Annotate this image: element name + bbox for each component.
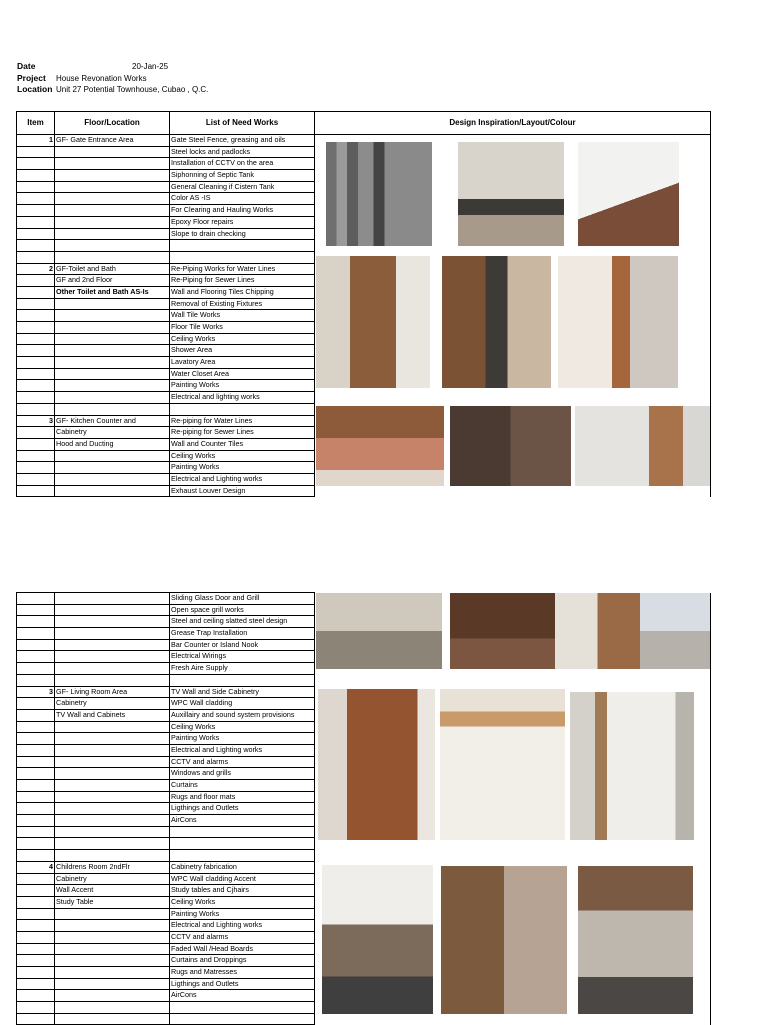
work-item-cell: Wall Tile Works: [170, 310, 315, 322]
item-number-cell: [17, 380, 55, 392]
item-number-cell: [17, 815, 55, 827]
item-number-cell: [17, 1002, 55, 1014]
floor-location-cell: Other Toilet and Bath AS-Is: [55, 286, 170, 298]
floor-location-cell: [55, 721, 170, 733]
floor-location-cell: [55, 380, 170, 392]
item-number-cell: 1: [17, 135, 55, 147]
item-number-cell: [17, 733, 55, 745]
floor-location-cell: [55, 228, 170, 240]
floor-location-cell: [55, 298, 170, 310]
floor-location-cell: [55, 931, 170, 943]
kids-room-photo-3: [578, 866, 693, 1014]
work-item-cell: [170, 1002, 315, 1014]
work-item-cell: Ceiling Works: [170, 450, 315, 462]
floor-location-cell: [55, 978, 170, 990]
work-item-cell: Painting Works: [170, 380, 315, 392]
item-number-cell: [17, 146, 55, 158]
garage-interior-photo: [458, 142, 564, 246]
floor-location-cell: [55, 803, 170, 815]
floor-location-cell: GF- Gate Entrance Area: [55, 135, 170, 147]
floor-location-cell: [55, 181, 170, 193]
floor-location-cell: Cabinetry: [55, 427, 170, 439]
floor-location-cell: Study Table: [55, 896, 170, 908]
work-item-cell: Color AS -IS: [170, 193, 315, 205]
item-number-cell: [17, 473, 55, 485]
col-works-header: List of Need Works: [170, 112, 315, 135]
work-item-cell: Electrical and Lighting works: [170, 744, 315, 756]
work-item-cell: CCTV and alarms: [170, 931, 315, 943]
floor-location-cell: [55, 967, 170, 979]
work-item-cell: Floor Tile Works: [170, 322, 315, 334]
item-number-cell: [17, 931, 55, 943]
item-number-cell: [17, 427, 55, 439]
dining-photo: [450, 593, 555, 669]
work-item-cell: Gate Steel Fence, greasing and oils: [170, 135, 315, 147]
floor-location-cell: [55, 838, 170, 850]
item-number-cell: 2: [17, 263, 55, 275]
table-row: [17, 674, 711, 686]
item-number-cell: [17, 955, 55, 967]
floor-location-cell: [55, 473, 170, 485]
project-value: House Revonation Works: [56, 74, 147, 83]
floor-location-cell: [55, 674, 170, 686]
item-number-cell: [17, 310, 55, 322]
work-item-cell: Study tables and Cjhairs: [170, 885, 315, 897]
item-number-cell: [17, 181, 55, 193]
floor-location-cell: Cabinetry: [55, 873, 170, 885]
col-item-header: Item: [17, 112, 55, 135]
work-item-cell: Ceiling Works: [170, 896, 315, 908]
floor-location-cell: [55, 815, 170, 827]
item-number-cell: [17, 333, 55, 345]
tv-wall-photo-3: [570, 692, 694, 840]
item-number-cell: [17, 943, 55, 955]
item-number-cell: [17, 616, 55, 628]
work-item-cell: Faded Wall /Head Boards: [170, 943, 315, 955]
item-number-cell: [17, 485, 55, 497]
item-number-cell: [17, 873, 55, 885]
floor-location-cell: [55, 593, 170, 605]
floor-location-cell: [55, 450, 170, 462]
floor-location-cell: [55, 158, 170, 170]
work-item-cell: Ceiling Works: [170, 333, 315, 345]
work-item-cell: Sliding Glass Door and Grill: [170, 593, 315, 605]
item-number-cell: [17, 593, 55, 605]
item-number-cell: [17, 170, 55, 182]
work-item-cell: Painting Works: [170, 733, 315, 745]
floor-location-cell: Cabinetry: [55, 698, 170, 710]
date-label: Date: [17, 61, 36, 71]
floor-location-cell: [55, 251, 170, 263]
floor-location-cell: [55, 955, 170, 967]
work-item-cell: Re-Piping for Sewer Lines: [170, 275, 315, 287]
item-number-cell: [17, 286, 55, 298]
work-item-cell: Electrical and Lighting works: [170, 920, 315, 932]
work-item-cell: [170, 674, 315, 686]
floor-location-cell: [55, 322, 170, 334]
item-number-cell: [17, 298, 55, 310]
floor-location-cell: [55, 990, 170, 1002]
work-item-cell: Water Closet Area: [170, 368, 315, 380]
kitchen-photo-2: [450, 406, 571, 486]
floor-location-cell: [55, 791, 170, 803]
floor-location-cell: [55, 616, 170, 628]
work-item-cell: [170, 403, 315, 415]
location-label: Location: [17, 84, 53, 94]
item-number-cell: [17, 978, 55, 990]
work-item-cell: Rugs and Matresses: [170, 967, 315, 979]
item-number-cell: [17, 158, 55, 170]
item-number-cell: [17, 639, 55, 651]
floor-location-cell: [55, 651, 170, 663]
tv-wall-photo-2: [440, 689, 565, 840]
item-number-cell: [17, 709, 55, 721]
col-floor-header: Floor/Location: [55, 112, 170, 135]
table-header-row: [17, 112, 711, 135]
item-number-cell: [17, 240, 55, 252]
location-value: Unit 27 Potential Townhouse, Cubao , Q.C.: [56, 85, 209, 94]
floor-location-cell: [55, 639, 170, 651]
work-item-cell: AirCons: [170, 815, 315, 827]
gate-fence-photo: [326, 142, 432, 246]
item-number-cell: [17, 674, 55, 686]
floor-location-cell: Childrens Room 2ndFlr: [55, 861, 170, 873]
bathroom-photo-2: [442, 256, 551, 388]
work-item-cell: Shower Area: [170, 345, 315, 357]
work-item-cell: Installation of CCTV on the area: [170, 158, 315, 170]
bathroom-photo-3: [558, 256, 678, 388]
work-item-cell: [170, 826, 315, 838]
floor-location-cell: [55, 850, 170, 862]
item-number-cell: [17, 628, 55, 640]
item-number-cell: 4: [17, 861, 55, 873]
floor-location-cell: GF- Kitchen Counter and: [55, 415, 170, 427]
work-item-cell: Epoxy Floor repairs: [170, 216, 315, 228]
work-item-cell: [170, 838, 315, 850]
work-item-cell: Bar Counter or Island Nook: [170, 639, 315, 651]
floor-location-cell: [55, 193, 170, 205]
sofa-room-photo: [640, 593, 710, 669]
floor-location-cell: [55, 403, 170, 415]
item-number-cell: [17, 1013, 55, 1025]
work-item-cell: Windows and grills: [170, 768, 315, 780]
work-item-cell: Cabinetry fabrication: [170, 861, 315, 873]
floor-location-cell: [55, 733, 170, 745]
work-item-cell: Fresh Aire Supply: [170, 663, 315, 675]
floor-location-cell: GF- Living Room Area: [55, 686, 170, 698]
item-number-cell: [17, 345, 55, 357]
work-item-cell: Lavatory Area: [170, 357, 315, 369]
work-item-cell: AirCons: [170, 990, 315, 1002]
item-number-cell: [17, 322, 55, 334]
work-item-cell: [170, 1013, 315, 1025]
open-space-photo: [555, 593, 640, 669]
work-item-cell: WPC Wall cladding: [170, 698, 315, 710]
tv-wall-photo-1: [318, 689, 435, 840]
floor-location-cell: [55, 1002, 170, 1014]
work-item-cell: Re-Piping Works for Water Lines: [170, 263, 315, 275]
work-item-cell: Steel and ceiling slatted steel design: [170, 616, 315, 628]
item-number-cell: [17, 721, 55, 733]
work-item-cell: [170, 251, 315, 263]
item-number-cell: [17, 604, 55, 616]
item-number-cell: [17, 744, 55, 756]
item-number-cell: [17, 803, 55, 815]
floor-location-cell: [55, 240, 170, 252]
table-row: [17, 1013, 711, 1025]
bathroom-photo-1: [316, 256, 430, 388]
item-number-cell: [17, 768, 55, 780]
item-number-cell: [17, 357, 55, 369]
table-row: [17, 392, 711, 404]
work-item-cell: Steel locks and padlocks: [170, 146, 315, 158]
kids-room-photo-1: [322, 865, 433, 1014]
item-number-cell: [17, 368, 55, 380]
work-item-cell: Open space grill works: [170, 604, 315, 616]
work-item-cell: Painting Works: [170, 908, 315, 920]
kitchen-photo-1: [316, 406, 444, 486]
item-number-cell: [17, 275, 55, 287]
floor-location-cell: [55, 170, 170, 182]
floor-location-cell: [55, 826, 170, 838]
floor-location-cell: [55, 485, 170, 497]
floor-location-cell: [55, 628, 170, 640]
item-number-cell: [17, 838, 55, 850]
item-number-cell: [17, 651, 55, 663]
floor-location-cell: [55, 357, 170, 369]
design-cell: [315, 850, 711, 862]
floor-location-cell: [55, 943, 170, 955]
work-item-cell: Ceiling Works: [170, 721, 315, 733]
floor-location-cell: [55, 310, 170, 322]
date-value: 20-Jan-25: [132, 62, 169, 71]
item-number-cell: [17, 791, 55, 803]
item-number-cell: [17, 698, 55, 710]
item-number-cell: [17, 251, 55, 263]
floor-location-cell: [55, 744, 170, 756]
item-number-cell: [17, 850, 55, 862]
floor-location-cell: GF-Toilet and Bath: [55, 263, 170, 275]
table-row: [17, 850, 711, 862]
item-number-cell: [17, 967, 55, 979]
item-number-cell: [17, 826, 55, 838]
item-number-cell: 3: [17, 686, 55, 698]
design-cell: [315, 392, 711, 404]
cctv-camera-photo: [578, 142, 679, 246]
work-item-cell: Ligthings and Outlets: [170, 978, 315, 990]
floor-location-cell: [55, 768, 170, 780]
work-item-cell: Curtains and Droppings: [170, 955, 315, 967]
item-number-cell: [17, 438, 55, 450]
work-item-cell: Re-piping for Water Lines: [170, 415, 315, 427]
work-item-cell: Electrical and Lighting works: [170, 473, 315, 485]
floor-location-cell: [55, 780, 170, 792]
work-item-cell: Auxillairy and sound system provisions: [170, 709, 315, 721]
work-item-cell: WPC Wall cladding Accent: [170, 873, 315, 885]
floor-location-cell: TV Wall and Cabinets: [55, 709, 170, 721]
floor-location-cell: [55, 345, 170, 357]
floor-location-cell: [55, 663, 170, 675]
item-number-cell: [17, 920, 55, 932]
kitchen-photo-3: [575, 406, 710, 486]
floor-location-cell: Hood and Ducting: [55, 438, 170, 450]
floor-location-cell: [55, 205, 170, 217]
floor-location-cell: [55, 604, 170, 616]
table-row: [17, 485, 711, 497]
living-room-photo-1: [316, 593, 442, 669]
work-item-cell: TV Wall and Side Cabinetry: [170, 686, 315, 698]
work-item-cell: For Clearing and Hauling Works: [170, 205, 315, 217]
work-item-cell: Ligthings and Outlets: [170, 803, 315, 815]
floor-location-cell: [55, 908, 170, 920]
design-cell: [315, 674, 711, 686]
work-item-cell: Slope to drain checking: [170, 228, 315, 240]
work-item-cell: Siphonning of Septic Tank: [170, 170, 315, 182]
kids-room-photo-2: [441, 866, 567, 1014]
item-number-cell: [17, 756, 55, 768]
work-item-cell: Electrical and lighting works: [170, 392, 315, 404]
floor-location-cell: [55, 1013, 170, 1025]
floor-location-cell: [55, 920, 170, 932]
item-number-cell: [17, 990, 55, 1002]
work-item-cell: [170, 850, 315, 862]
floor-location-cell: [55, 333, 170, 345]
floor-location-cell: [55, 392, 170, 404]
work-item-cell: Wall and Counter Tiles: [170, 438, 315, 450]
item-number-cell: [17, 462, 55, 474]
item-number-cell: [17, 205, 55, 217]
floor-location-cell: [55, 462, 170, 474]
work-item-cell: Re-piping for Sewer Lines: [170, 427, 315, 439]
work-item-cell: [170, 240, 315, 252]
item-number-cell: [17, 193, 55, 205]
project-label: Project: [17, 73, 46, 83]
floor-location-cell: [55, 756, 170, 768]
item-number-cell: [17, 663, 55, 675]
design-cell: [315, 485, 711, 497]
item-number-cell: [17, 896, 55, 908]
work-item-cell: General Cleaning if Cistern Tank: [170, 181, 315, 193]
item-number-cell: [17, 228, 55, 240]
item-number-cell: [17, 780, 55, 792]
work-item-cell: Removal of Existing Fixtures: [170, 298, 315, 310]
item-number-cell: [17, 403, 55, 415]
col-design-header: Design Inspiration/Layout/Colour: [315, 112, 711, 135]
design-cell: [315, 1013, 711, 1025]
item-number-cell: [17, 216, 55, 228]
floor-location-cell: [55, 216, 170, 228]
floor-location-cell: GF and 2nd Floor: [55, 275, 170, 287]
work-item-cell: Painting Works: [170, 462, 315, 474]
item-number-cell: [17, 908, 55, 920]
work-item-cell: Wall and Flooring Tiles Chipping: [170, 286, 315, 298]
floor-location-cell: [55, 368, 170, 380]
floor-location-cell: [55, 146, 170, 158]
work-item-cell: Grease Trap Installation: [170, 628, 315, 640]
item-number-cell: [17, 885, 55, 897]
work-item-cell: Curtains: [170, 780, 315, 792]
item-number-cell: [17, 392, 55, 404]
work-item-cell: Rugs and floor mats: [170, 791, 315, 803]
item-number-cell: 3: [17, 415, 55, 427]
floor-location-cell: Wall Accent: [55, 885, 170, 897]
item-number-cell: [17, 450, 55, 462]
work-item-cell: Exhaust Louver Design: [170, 485, 315, 497]
work-item-cell: CCTV and alarms: [170, 756, 315, 768]
work-item-cell: Electrical Wirings: [170, 651, 315, 663]
